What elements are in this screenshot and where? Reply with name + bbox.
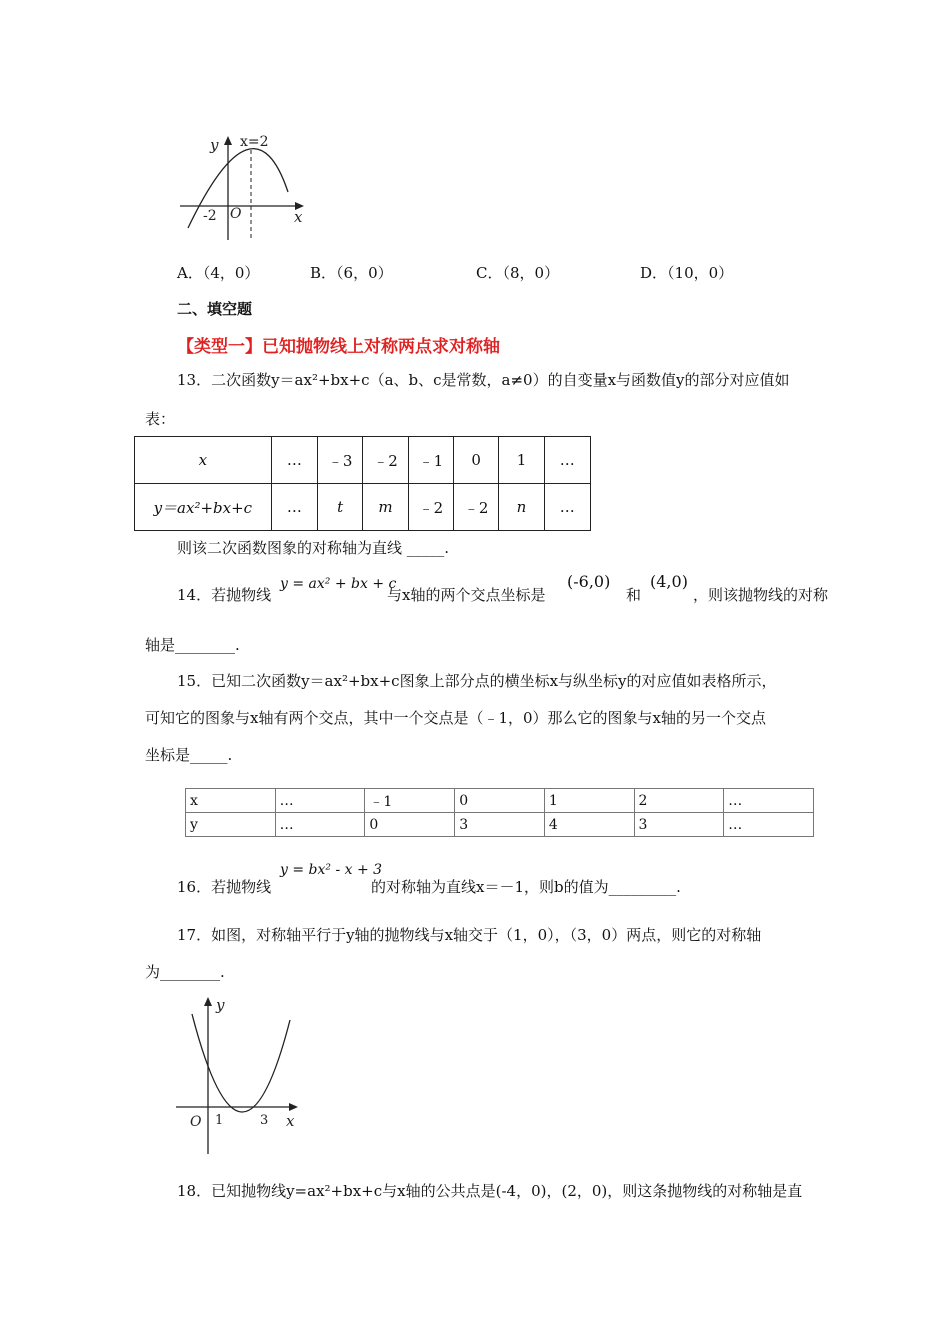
q15-cell: … [724, 813, 814, 837]
graph-parabola-upward [170, 992, 310, 1162]
y-axis-label: y [210, 136, 219, 154]
x-axis-label: x [286, 1112, 295, 1130]
q15-cell: ﹣1 [365, 789, 455, 813]
q15-cell: 4 [544, 813, 634, 837]
q15-cell: 3 [455, 813, 545, 837]
q15-cell: x [186, 789, 276, 813]
q13-cell: ﹣1 [408, 437, 453, 484]
q13-cell: n [499, 484, 544, 531]
graph-parabola-downward [170, 130, 320, 245]
origin-label: O [230, 206, 242, 222]
q14-suffix: ，则该抛物线的对称 [693, 586, 829, 604]
q13-cell: ﹣3 [317, 437, 362, 484]
q13-cell: ﹣2 [363, 437, 408, 484]
x-axis [176, 1103, 298, 1111]
y-axis [224, 136, 232, 240]
x-axis-label: x [294, 208, 303, 226]
q15-line2: 可知它的图象与x轴有两个交点，其中一个交点是（﹣1，0）那么它的图象与x轴的另一个交点 [145, 709, 767, 727]
type-title: 【类型一】已知抛物线上对称两点求对称轴 [177, 337, 500, 357]
origin-label: O [190, 1114, 202, 1130]
q15-cell: … [275, 789, 365, 813]
q13-cell: ﹣2 [454, 484, 499, 531]
q15-cell: 3 [634, 813, 724, 837]
q13-cell: x [135, 437, 272, 484]
q15-cell: … [275, 813, 365, 837]
q14-formula: y = ax² + bx + c [280, 576, 397, 592]
q13-line2: 表： [145, 410, 176, 428]
q13-cell: … [271, 484, 317, 531]
y-axis [204, 997, 212, 1154]
q14-prefix: 14．若抛物线 [177, 586, 272, 604]
q15-cell: … [724, 789, 814, 813]
q13-cell: m [363, 484, 408, 531]
tick-label-neg2: -2 [203, 208, 217, 224]
q13-line1: 13．二次函数y＝ax²+bx+c（a、b、c是常数，a≠0）的自变量x与函数值y的部分对应值如 [177, 371, 790, 389]
q17-line1: 17．如图，对称轴平行于y轴的抛物线与x轴交于（1，0），（3，0）两点，则它的对称轴 [177, 926, 762, 944]
q16-prefix: 16．若抛物线 [177, 878, 272, 896]
q15-line3: 坐标是_____. [145, 746, 233, 764]
q15-cell: 0 [365, 813, 455, 837]
option-b: B．（6，0） [310, 264, 393, 282]
q13-table [134, 436, 591, 531]
symmetry-axis-label: x=2 [240, 134, 269, 150]
q15-cell: 1 [544, 789, 634, 813]
q14-line2: 轴是________. [145, 636, 240, 654]
parabola-curve [192, 1014, 290, 1112]
q15-cell: 0 [455, 789, 545, 813]
q14-and: 和 [626, 586, 642, 604]
q18-line1: 18．已知抛物线y=ax²+bx+c与x轴的公共点是(-4，0)，(2，0)，则这条抛物线的对称轴是直 [177, 1182, 803, 1200]
q13-cell: 0 [454, 437, 499, 484]
q16-formula: y = bx² - x + 3 [280, 862, 383, 878]
q15-table [185, 788, 814, 837]
q14-point1: (-6,0) [567, 572, 611, 591]
q13-cell: y＝ax²+bx+c [135, 484, 272, 531]
q13-cell: 1 [499, 437, 544, 484]
q16-suffix: 的对称轴为直线x＝－1，则b的值为_________. [371, 878, 681, 896]
tick-label-1: 1 [215, 1113, 224, 1128]
section-title: 二、填空题 [177, 300, 253, 318]
q13-after: 则该二次函数图象的对称轴为直线 _____. [177, 539, 450, 557]
y-axis-label: y [216, 996, 225, 1014]
q14-middle: 与x轴的两个交点坐标是 [387, 586, 546, 604]
q13-cell: ﹣2 [408, 484, 453, 531]
tick-label-3: 3 [260, 1113, 269, 1128]
option-d: D．（10，0） [640, 264, 734, 282]
q17-line2: 为________. [145, 963, 225, 981]
option-a: A．（4，0） [177, 264, 260, 282]
q14-point2: (4,0) [650, 572, 688, 591]
q13-cell: … [544, 437, 590, 484]
q15-cell: y [186, 813, 276, 837]
q13-cell: … [544, 484, 590, 531]
q15-cell: 2 [634, 789, 724, 813]
q13-cell: t [317, 484, 362, 531]
option-c: C．（8，0） [476, 264, 560, 282]
q13-cell: … [271, 437, 317, 484]
q15-line1: 15．已知二次函数y＝ax²+bx+c图象上部分点的横坐标x与纵坐标y的对应值如表格所示， [177, 672, 777, 690]
